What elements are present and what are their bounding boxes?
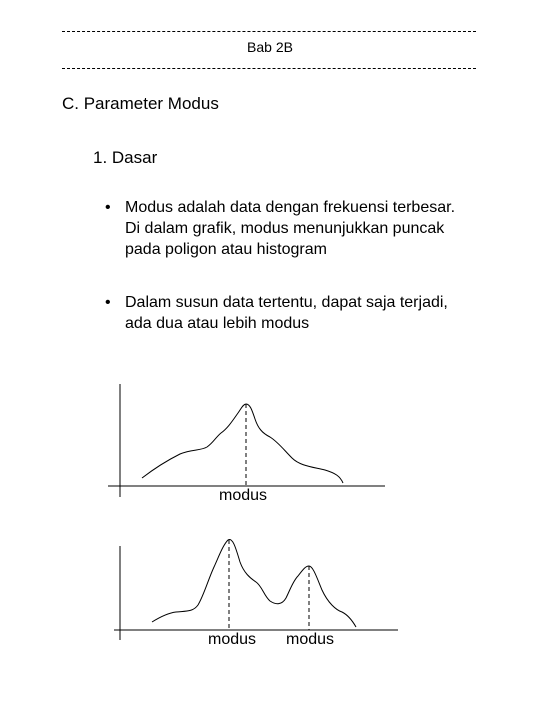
bullet-line: pada poligon atau histogram: [125, 241, 327, 258]
bullet-line: ada dua atau lebih modus: [125, 315, 310, 332]
bullet-symbol: •: [105, 199, 111, 216]
bullet-line: Dalam susun data tertentu, dapat saja terjadi,: [125, 294, 448, 311]
bullet-symbol: •: [105, 294, 111, 311]
header-title: Bab 2B: [247, 39, 293, 55]
bimodal-figure: [114, 540, 398, 648]
unimodal-figure: [108, 384, 385, 504]
frequency-curve: [142, 404, 343, 483]
section-title: C. Parameter Modus: [62, 94, 219, 113]
bullet-line: Di dalam grafik, modus menunjukkan puncak: [125, 220, 445, 237]
sub-title: 1. Dasar: [93, 148, 158, 167]
bullet-line: Modus adalah data dengan frekuensi terbesar.: [125, 199, 456, 216]
frequency-curve: [152, 540, 356, 627]
mode-label: modus: [285, 631, 335, 648]
mode-label: modus: [218, 487, 268, 504]
mode-label: modus: [207, 631, 257, 648]
